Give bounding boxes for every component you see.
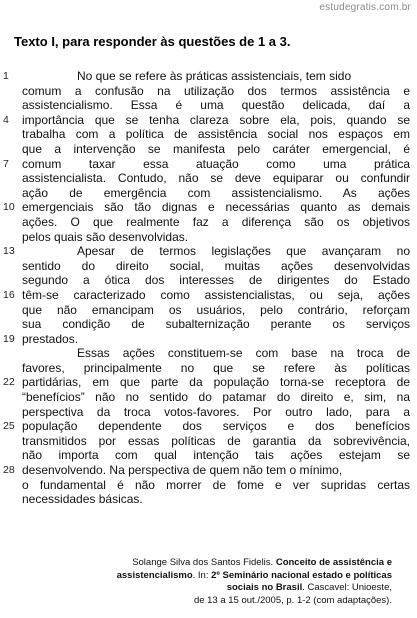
text-line — [0, 332, 417, 347]
line-text: comum a confusão na utilização dos termos assistência e — [22, 83, 410, 98]
line-text: ações. O que realmente faz a diferença são os objetivos — [22, 214, 410, 229]
text-line — [0, 113, 417, 128]
line-text: segundo a ótica dos interesses de dirigentes do Estado — [22, 273, 410, 288]
line-number: 19 — [3, 332, 15, 345]
line-text: partidárias, em que parte da população torna-se receptora de — [22, 375, 410, 390]
line-number: 25 — [3, 420, 15, 433]
text-line — [0, 463, 417, 478]
citation — [92, 557, 392, 607]
line-text: trabalha com a política de assistência social nos espaços em — [22, 127, 410, 142]
text-line — [0, 346, 417, 361]
text-line — [0, 303, 417, 318]
text-line — [0, 288, 417, 303]
line-text: população dependente dos serviços e dos benefícios — [22, 419, 410, 434]
line-number: 22 — [3, 376, 15, 389]
citation-date: de 13 a 15 out./2005, p. 1-2 (com adaptações). — [193, 594, 392, 606]
line-text: assistencialista. Contudo, não se deve equiparar ou confundir — [22, 171, 410, 186]
text-line — [0, 273, 417, 288]
line-text: perspectiva da troca votos-favores. Por outro lado, para a — [22, 404, 410, 419]
text-line — [0, 434, 417, 449]
text-line — [0, 361, 417, 376]
line-text: desenvolvendo. Na perspectiva de quem não tem o mínimo, — [22, 463, 343, 478]
text-line — [0, 186, 417, 201]
line-text: sentido do direito social, muitas ações desenvolvidas — [22, 258, 410, 273]
line-text: importância que se tenha clareza sobre ela, pois, quando se — [22, 112, 410, 127]
text-line — [0, 259, 417, 274]
line-text: comum taxar essa atuação como uma prática — [22, 156, 410, 171]
citation-author: Solange Silva dos Santos Fidelis. — [132, 557, 276, 568]
line-text: “benefícios” não no sentido do patamar do direito e, sim, na — [22, 390, 410, 405]
line-number: 10 — [3, 201, 15, 214]
text-line — [0, 200, 417, 215]
line-text: que a intervenção se manifesta pelo caráter emergencial, é — [22, 141, 410, 156]
line-number: 13 — [3, 245, 15, 258]
line-number: 28 — [3, 464, 15, 477]
text-line — [0, 127, 417, 142]
text-line — [0, 215, 417, 230]
text-line — [0, 244, 417, 259]
watermark: estudegratis.com.br — [319, 2, 411, 13]
line-text: pelos quais são desenvolvidas. — [22, 229, 189, 244]
citation-location: . Cascavel: Unioeste, — [302, 582, 392, 593]
line-text: sua condição de subalternização perante os serviços — [22, 317, 410, 332]
text-line — [0, 171, 417, 186]
text-line — [0, 390, 417, 405]
text-line — [0, 142, 417, 157]
citation-in: . In: — [192, 569, 212, 581]
text-line — [0, 419, 417, 434]
line-text: necessidades básicas. — [22, 492, 143, 507]
line-text: o fundamental é não morrer de fome e ver supridas certas — [22, 477, 410, 492]
line-text: favores, principalmente no que se refere às políticas — [22, 360, 410, 375]
text-line — [0, 317, 417, 332]
line-text: No que se refere às práticas assistenciais, tem sido — [77, 69, 352, 83]
text-line — [0, 478, 417, 493]
citation-event: 2º Seminário nacional estado e políticas sociais no Brasil — [211, 569, 392, 593]
line-number: 7 — [3, 157, 9, 170]
line-text: têm-se caracterizado como assistencialistas, ou seja, ações — [22, 287, 410, 302]
text-line — [0, 157, 417, 172]
line-text: emergenciais são tão dignas e necessárias quanto as demais — [22, 200, 410, 215]
line-number: 1 — [3, 70, 9, 82]
line-text: Essas ações constituem-se com base na troca de — [77, 346, 410, 361]
page-title: Texto I, para responder às questões de 1 a 3. — [14, 34, 291, 49]
line-text: que não emancipam os usuários, pelo contrário, reforçam — [22, 302, 410, 317]
text-line — [0, 84, 417, 99]
text-line — [0, 448, 417, 463]
text-line — [0, 492, 417, 507]
line-number: 16 — [3, 288, 15, 301]
text-line — [0, 230, 417, 245]
line-text: ação de emergência com assistencialismo. As ações — [22, 185, 410, 200]
line-text: não importa com qual intenção tais ações estejam se — [22, 448, 410, 463]
line-text: assistencialismo. Essa é uma questão delicada, daí a — [22, 98, 410, 113]
text-line — [0, 405, 417, 420]
line-text: transmitidos por essas políticas de garantia da sobrevivência, — [22, 433, 410, 448]
numbered-text-body — [0, 69, 417, 507]
line-number: 4 — [3, 113, 9, 126]
line-text: Apesar de termos legislações que avançaram no — [77, 244, 410, 259]
text-line — [0, 98, 417, 113]
citation-title: Conceito de assistência e assistencialismo — [116, 557, 392, 581]
line-text: prestados. — [22, 331, 79, 346]
text-line — [0, 375, 417, 390]
text-line — [0, 69, 417, 84]
